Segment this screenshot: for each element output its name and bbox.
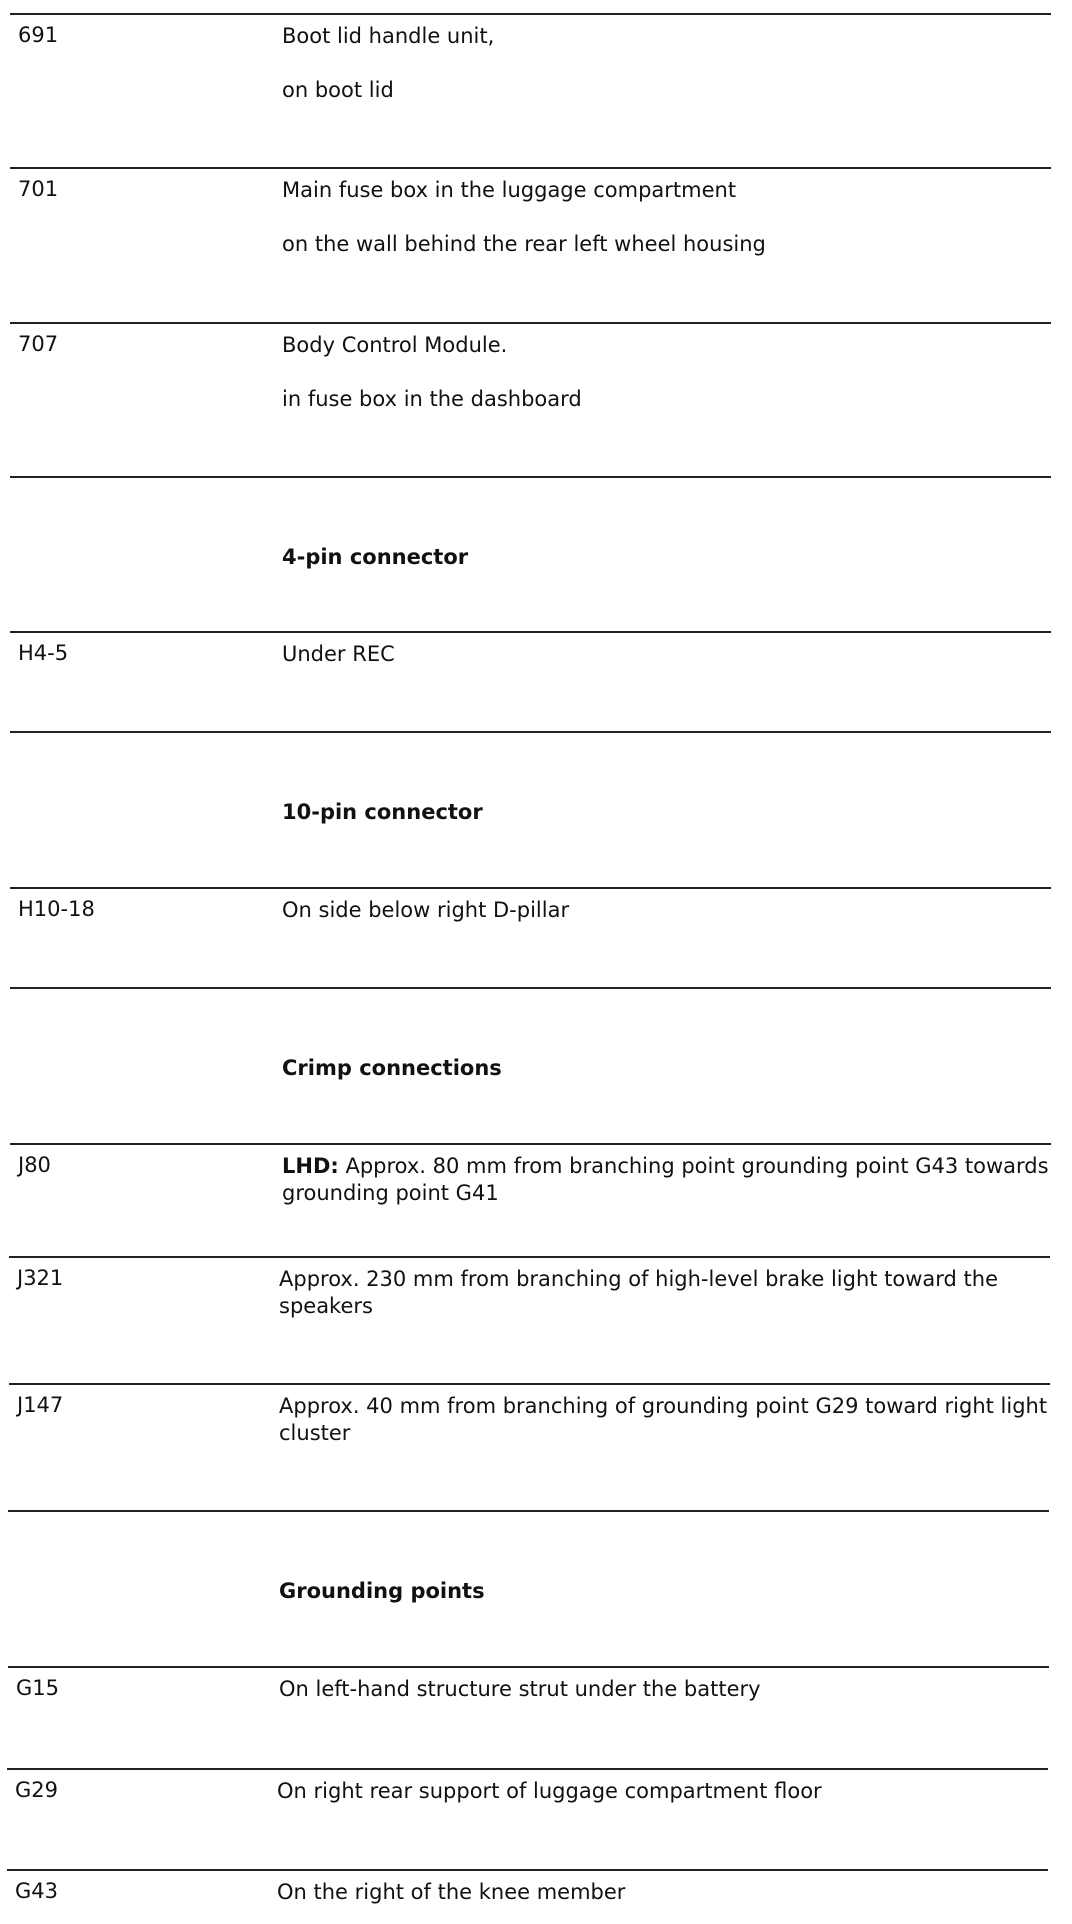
description-line — [282, 1153, 1057, 1207]
location-description — [282, 641, 1057, 668]
section-grounding-points — [0, 1510, 1072, 1667]
component-code: G43 — [15, 1879, 58, 1903]
description-line — [279, 1393, 1054, 1447]
description-label: LHD: — [282, 1154, 339, 1178]
description-text: On left-hand structure strut under the battery — [279, 1677, 761, 1701]
description-line — [277, 1879, 1052, 1906]
component-code: G15 — [16, 1676, 59, 1700]
description-text: Approx. 40 mm from branching of grounding point G29 toward right light cluster — [279, 1394, 1048, 1445]
description-line — [282, 386, 1057, 413]
section-heading: 4-pin connector — [282, 545, 469, 569]
description-text: Boot lid handle unit, — [282, 24, 495, 48]
description-line — [282, 231, 1057, 258]
description-text: on the wall behind the rear left wheel housing — [282, 232, 766, 256]
description-text: on boot lid — [282, 78, 394, 102]
component-code: G29 — [15, 1778, 58, 1802]
component-code: 707 — [18, 332, 59, 356]
description-line — [282, 897, 1057, 924]
section-4-pin-connector — [0, 476, 1072, 632]
table-row-g15 — [0, 1666, 1072, 1769]
component-code: J321 — [17, 1266, 64, 1290]
description-line — [279, 1676, 1054, 1703]
description-text: in fuse box in the dashboard — [282, 387, 582, 411]
table-row-j147 — [0, 1383, 1072, 1511]
component-code: 701 — [18, 177, 59, 201]
description-line — [282, 641, 1057, 668]
description-text: Body Control Module. — [282, 333, 508, 357]
table-row-j321 — [0, 1256, 1072, 1384]
section-heading: 10-pin connector — [282, 800, 483, 824]
description-line — [282, 23, 1057, 50]
component-code: H4-5 — [18, 641, 69, 665]
section-10-pin-connector — [0, 731, 1072, 888]
description-text: On the right of the knee member — [277, 1880, 626, 1904]
location-description — [282, 23, 1057, 104]
description-line — [282, 332, 1057, 359]
description-line — [282, 177, 1057, 204]
table-row-707 — [0, 322, 1072, 477]
location-description — [277, 1879, 1052, 1906]
table-row-701 — [0, 167, 1072, 322]
location-description — [282, 177, 1057, 258]
description-text: Approx. 230 mm from branching of high-level brake light toward the speakers — [279, 1267, 999, 1318]
description-line — [279, 1266, 1054, 1320]
description-text: Main fuse box in the luggage compartment — [282, 178, 737, 202]
location-description — [282, 1153, 1057, 1207]
component-code: 691 — [18, 23, 59, 47]
component-code: H10-18 — [18, 897, 95, 921]
location-description — [279, 1676, 1054, 1703]
section-heading: Grounding points — [279, 1579, 485, 1603]
description-text: On right rear support of luggage compartment floor — [277, 1779, 822, 1803]
location-description — [279, 1266, 1054, 1320]
component-code: J80 — [18, 1153, 51, 1177]
description-line — [277, 1778, 1052, 1805]
table-row-h4-5 — [0, 631, 1072, 732]
location-description — [277, 1778, 1052, 1805]
description-text: Under REC — [282, 642, 395, 666]
table-row-h10-18 — [0, 887, 1072, 988]
location-description — [282, 897, 1057, 924]
description-text: Approx. 80 mm from branching point grounding point G43 towards grounding point G41 — [282, 1154, 1049, 1205]
component-code: J147 — [17, 1393, 64, 1417]
table-row-691 — [0, 13, 1072, 168]
section-heading: Crimp connections — [282, 1056, 502, 1080]
location-description — [279, 1393, 1054, 1447]
location-description — [282, 332, 1057, 413]
table-row-g29 — [0, 1768, 1072, 1870]
table-row-g43 — [0, 1869, 1072, 1924]
description-line — [282, 77, 1057, 104]
section-crimp-connections — [0, 987, 1072, 1144]
description-text: On side below right D-pillar — [282, 898, 570, 922]
table-row-j80 — [0, 1143, 1072, 1257]
